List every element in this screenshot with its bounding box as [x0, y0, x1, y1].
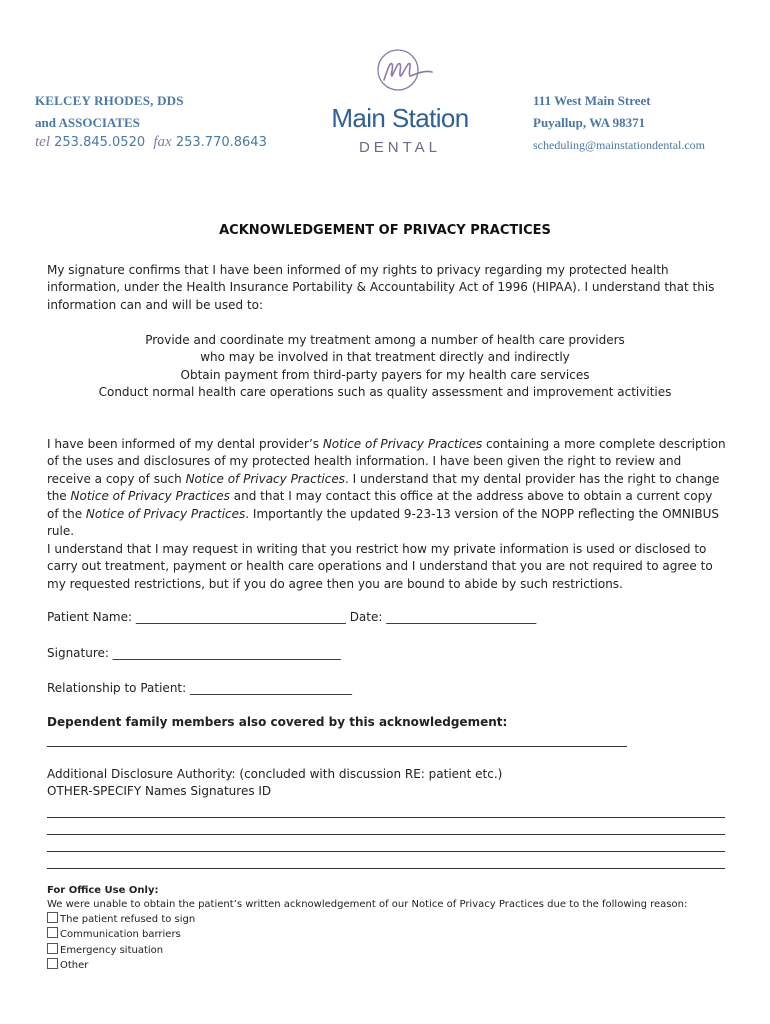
notice-text: . Importantly the updated 9-23-13 version of the NOPP reflecting the OMNIBUS rule.	[47, 506, 720, 539]
intro-paragraph: My signature confirms that I have been informed of my rights to privacy regarding my protected health information, under the Health Insurance Portability & Accountability Act of 1996 (HIPAA). I understand that this information can and will be used to:	[47, 263, 715, 312]
logo-m-icon	[366, 46, 436, 96]
office-reasons	[47, 912, 195, 973]
checkbox-icon[interactable]	[47, 912, 58, 923]
other-specify-label: OTHER-SPECIFY Names Signatures ID	[47, 784, 272, 798]
uses-list	[0, 332, 770, 402]
practice-email: scheduling@mainstationdental.com	[533, 138, 706, 152]
reason-option[interactable]	[47, 958, 195, 973]
notice-title-italic: Notice of Privacy Practices	[70, 489, 230, 504]
notice-text: containing a more complete description of the uses and disclosures of my protected health information. I have been given the right to review and receive a copy of such	[47, 437, 726, 486]
notice-title-italic: Notice of Privacy Practices	[185, 471, 345, 486]
patient-name-field[interactable]	[47, 610, 536, 624]
notice-title-italic: Notice of Privacy Practices	[85, 506, 246, 521]
disclosure-heading: Additional Disclosure Authority: (concluded with discussion RE: patient etc.)	[47, 767, 503, 781]
notice-text: . I understand that my dental provider has the right to change the	[47, 471, 720, 504]
patient-name-label: Patient Name: ___________________________________	[47, 610, 346, 624]
practice-name: KELCEY RHODES, DDS	[35, 93, 184, 108]
disclosure-line[interactable]	[47, 851, 725, 852]
notice-paragraph	[47, 436, 727, 540]
office-use-text: We were unable to obtain the patient’s written acknowledgement of our Notice of Privacy Practices due to the following reason:	[47, 899, 688, 910]
checkbox-icon[interactable]	[47, 943, 58, 954]
reason-label: The patient refused to sign	[60, 914, 196, 925]
tel-number: 253.845.0520	[54, 135, 146, 150]
office-use-heading: For Office Use Only:	[47, 885, 159, 896]
signature-field[interactable]: Signature: ______________________________________	[47, 646, 341, 660]
checkbox-icon[interactable]	[47, 927, 58, 938]
logo-sub-text: DENTAL	[358, 139, 442, 156]
notice-title-italic: Notice of Privacy Practices	[322, 437, 483, 451]
reason-label: Communication barriers	[60, 929, 181, 941]
date-label: Date: _________________________	[349, 610, 537, 624]
restrictions-paragraph: I understand that I may request in writing that you restrict how my private information is used or disclosed to carry out treatment, payment or health care operations and I understand that you are not required to agree to my requested restrictions, but if you do agree then you are bound to abide by such restrictions.	[47, 542, 713, 591]
use-item: who may be involved in that treatment directly and indirectly	[200, 350, 570, 365]
address-line-1: 111 West Main Street	[533, 93, 651, 108]
use-item: Conduct normal health care operations such as quality assessment and improvement activities	[98, 385, 672, 400]
use-item: Obtain payment from third-party payers for my health care services	[180, 367, 590, 382]
checkbox-icon[interactable]	[47, 958, 58, 969]
reason-label: Emergency situation	[60, 944, 164, 956]
practice-phone-line	[35, 134, 267, 151]
relationship-field[interactable]: Relationship to Patient: ___________________________	[47, 681, 352, 695]
use-item: Provide and coordinate my treatment among a number of health care providers	[145, 333, 625, 347]
disclosure-line[interactable]	[47, 868, 725, 869]
reason-label: Other	[60, 959, 89, 971]
practice-associates: and ASSOCIATES	[35, 115, 140, 130]
address-line-2: Puyallup, WA 98371	[533, 115, 646, 130]
tel-label: tel	[35, 134, 50, 150]
reason-option[interactable]	[47, 912, 195, 927]
fax-label: fax	[153, 134, 172, 150]
disclosure-line[interactable]	[47, 817, 725, 818]
reason-option[interactable]	[47, 943, 195, 958]
dependents-line[interactable]	[47, 746, 627, 747]
notice-text: I have been informed of my dental provider’s	[47, 437, 323, 451]
document-title: ACKNOWLEDGEMENT OF PRIVACY PRACTICES	[219, 223, 551, 238]
disclosure-line[interactable]	[47, 834, 725, 835]
dependents-heading: Dependent family members also covered by this acknowledgement:	[47, 715, 508, 729]
reason-option[interactable]	[47, 927, 195, 942]
logo-main-text: Main Station	[331, 103, 469, 133]
notice-text: and that I may contact this office at the address above to obtain a current copy of the	[47, 489, 713, 521]
fax-number: 253.770.8643	[175, 135, 267, 150]
